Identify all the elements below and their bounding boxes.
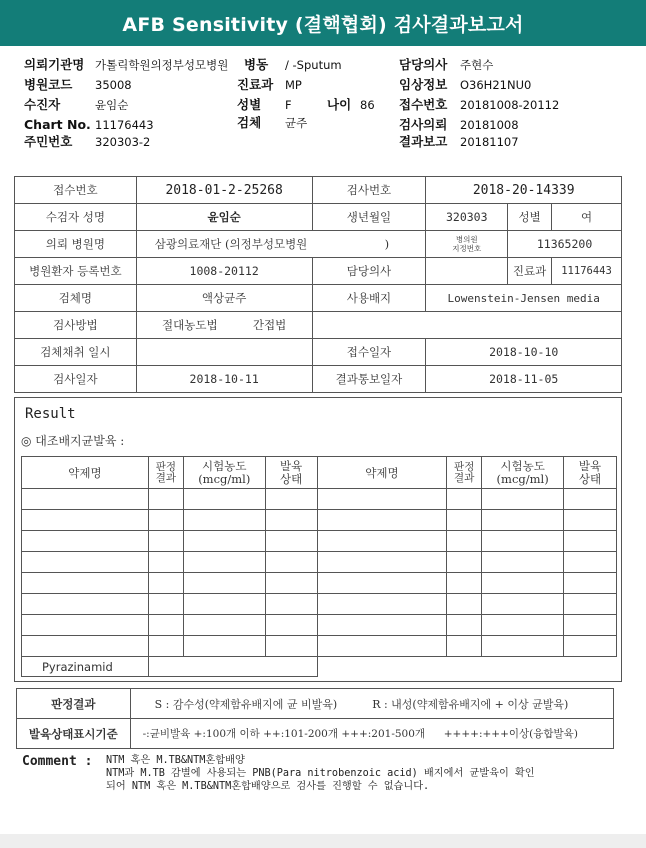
form-notice-date-label: 결과통보일자: [312, 366, 426, 393]
form-specimen-label: 검체명: [15, 285, 137, 312]
specimen-label: 검체: [237, 115, 262, 130]
col-judge-right-2: 결과: [454, 471, 475, 484]
form-collect: [136, 339, 312, 366]
col-growth-left-1: 발육: [280, 458, 303, 473]
dept-label: 진료과: [237, 77, 274, 92]
form-test-date: 2018-10-11: [136, 366, 312, 393]
comment-label: Comment :: [22, 754, 93, 769]
table-row: [22, 594, 617, 615]
col-growth-right-1: 발육: [578, 458, 602, 473]
form-test-date-label: 검사일자: [15, 366, 137, 393]
age-label: 나이: [327, 97, 352, 112]
resident-value: 320303-2: [95, 135, 151, 149]
form-test-no-label: 검사번호: [312, 177, 426, 204]
col-growth-right-2: 상태: [578, 471, 602, 486]
patient-label: 수진자: [24, 97, 61, 112]
chart-value: 11176443: [95, 118, 154, 132]
comment-line-3: 되어 NTM 혹은 M.TB&NTM혼합배양으로 검사를 진행할 수 없습니다.: [106, 781, 430, 792]
judge-r: R : 내성(약제함유배지에 + 이상 균발육): [372, 697, 569, 711]
col-conc-left: [183, 457, 265, 489]
form-notice-date: 2018-11-05: [426, 366, 622, 393]
col-judge-left: [148, 457, 183, 489]
col-conc-right-2: (mcg/ml): [496, 471, 549, 486]
test-request-label: 검사의뢰: [399, 117, 448, 132]
form-specimen: 액상균주: [136, 285, 312, 312]
receipt-no-label: 접수번호: [399, 97, 448, 112]
result-section: [14, 397, 622, 682]
request-form-table: [14, 176, 622, 393]
form-sex: 여: [552, 204, 622, 231]
form-receipt-date-label: 접수일자: [312, 339, 426, 366]
result-heading: Result: [25, 406, 76, 422]
report-title-bar: [0, 0, 646, 46]
col-conc-left-1: 시험농도: [202, 458, 247, 473]
comment-text: [106, 754, 535, 793]
col-growth-left-2: 상태: [280, 471, 303, 486]
col-growth-left: [265, 457, 317, 489]
hospital-code-value: 35008: [95, 78, 132, 92]
ward-value: / -Sputum: [285, 58, 342, 72]
table-row: [22, 531, 617, 552]
form-hospital-close: ): [384, 237, 390, 251]
col-drug-left: 약제명: [22, 457, 149, 489]
judge-s: S : 감수성(약제함유배지에 균 비발육): [154, 697, 338, 711]
form-hospital-name: 삼광의료재단 (의정부성모병원: [154, 237, 308, 251]
form-method-1: 절대농도법: [162, 318, 218, 332]
ward-label: 병동: [244, 57, 269, 72]
susceptibility-header-row: [22, 457, 617, 489]
form-receipt-no-label: 접수번호: [15, 177, 137, 204]
patient-value: 윤임순: [95, 98, 129, 112]
doctor-value: 주현수: [460, 58, 494, 72]
form-patient-name-label: 수검자 성명: [15, 204, 137, 231]
doctor-label: 담당의사: [399, 57, 448, 72]
comment-line-1: NTM 혹은 M.TB&NTM혼합배양: [106, 755, 245, 766]
growth-legend-1: -:균비발육 +:100개 이하 ++:101-200개 +++:201-500개: [142, 728, 426, 740]
form-birth-label: 생년월일: [312, 204, 426, 231]
receipt-no-value: 20181008-20112: [460, 98, 560, 112]
form-receipt-date: 2018-10-10: [426, 339, 622, 366]
form-doctor-label: 담당의사: [312, 258, 426, 285]
report-label: 결과보고: [399, 134, 448, 149]
form-receipt-no: 2018-01-2-25268: [136, 177, 312, 204]
institution-label: 의뢰기관명: [24, 57, 85, 72]
form-media-label: 사용배지: [312, 285, 426, 312]
table-row-last: [22, 657, 617, 677]
comment-line-2: NTM과 M.TB 감별에 사용되는 PNB(Para nitrobenzoic acid) 배지에서 균발육이 확인: [106, 768, 535, 779]
sex-label: 성별: [237, 97, 262, 112]
judge-label: 판정결과: [17, 689, 131, 719]
report-title: AFB Sensitivity (결핵협회) 검사결과보고서: [122, 13, 524, 36]
form-sex-label: 성별: [508, 204, 552, 231]
sex-value: F: [285, 98, 292, 112]
legend-table: [16, 688, 614, 749]
table-row: [22, 552, 617, 573]
age-value: 86: [360, 98, 375, 112]
form-method-label: 검사방법: [15, 312, 137, 339]
test-request-value: 20181008: [460, 118, 519, 132]
judge-legend: [130, 689, 613, 719]
table-row: [22, 489, 617, 510]
table-row: [22, 573, 617, 594]
form-method-empty: [312, 312, 621, 339]
pyrazinamid-value: [148, 657, 317, 677]
pyrazinamid-label: Pyrazinamid: [22, 657, 149, 677]
growth-legend-2: ++++:+++이상(융합발육): [443, 728, 578, 740]
form-dept-label: 진료과: [508, 258, 552, 285]
col-judge-left-1: 판정: [155, 460, 176, 473]
form-patient-name: 윤임순: [136, 204, 312, 231]
empty-cell: [317, 657, 616, 677]
col-judge-right: [447, 457, 482, 489]
table-row: [22, 510, 617, 531]
col-judge-right-1: 판정: [454, 460, 475, 473]
form-designated-label: [426, 231, 508, 258]
form-method: [136, 312, 312, 339]
col-growth-right: [564, 457, 617, 489]
form-dept: 11176443: [552, 258, 622, 285]
table-row: [22, 615, 617, 636]
institution-value: 가톨릭학원의정부성모병원: [95, 58, 229, 72]
growth-legend: [130, 719, 613, 749]
resident-label: 주민번호: [24, 134, 73, 149]
form-designated-no: 11365200: [508, 231, 622, 258]
form-test-no: 2018-20-14339: [426, 177, 622, 204]
table-row: [22, 636, 617, 657]
form-reg-no-label: 병원환자 등록번호: [15, 258, 137, 285]
report-value: 20181107: [460, 135, 519, 149]
form-reg-no: 1008-20112: [136, 258, 312, 285]
form-birth: 320303: [426, 204, 508, 231]
form-designated-label-2: 지정번호: [452, 244, 482, 253]
chart-label: Chart No.: [24, 117, 91, 132]
growth-label: 발육상태표시기준: [17, 719, 131, 749]
col-conc-left-2: (mcg/ml): [198, 471, 251, 486]
form-collect-label: 검체채취 일시: [15, 339, 137, 366]
control-media-growth: ◎ 대조배지균발육 :: [21, 434, 125, 448]
hospital-code-label: 병원코드: [24, 77, 73, 92]
form-doctor: [426, 258, 508, 285]
institution-row: [24, 57, 84, 73]
specimen-value: 균주: [285, 116, 308, 130]
clinical-info-label: 임상정보: [399, 77, 448, 92]
form-hospital: [136, 231, 426, 258]
dept-value: MP: [285, 78, 302, 92]
form-media: Lowenstein-Jensen media: [426, 285, 622, 312]
form-designated-label-1: 병의원: [455, 235, 478, 244]
col-conc-right-1: 시험농도: [500, 458, 545, 473]
clinical-info-value: O36H21NU0: [460, 78, 532, 92]
col-judge-left-2: 결과: [155, 471, 176, 484]
form-hospital-label: 의뢰 병원명: [15, 231, 137, 258]
col-drug-right: 약제명: [317, 457, 447, 489]
susceptibility-table: [21, 456, 617, 677]
scanned-document: [0, 164, 646, 834]
col-conc-right: [482, 457, 564, 489]
bottom-strip: [0, 834, 646, 848]
form-method-2: 간접법: [252, 318, 287, 332]
